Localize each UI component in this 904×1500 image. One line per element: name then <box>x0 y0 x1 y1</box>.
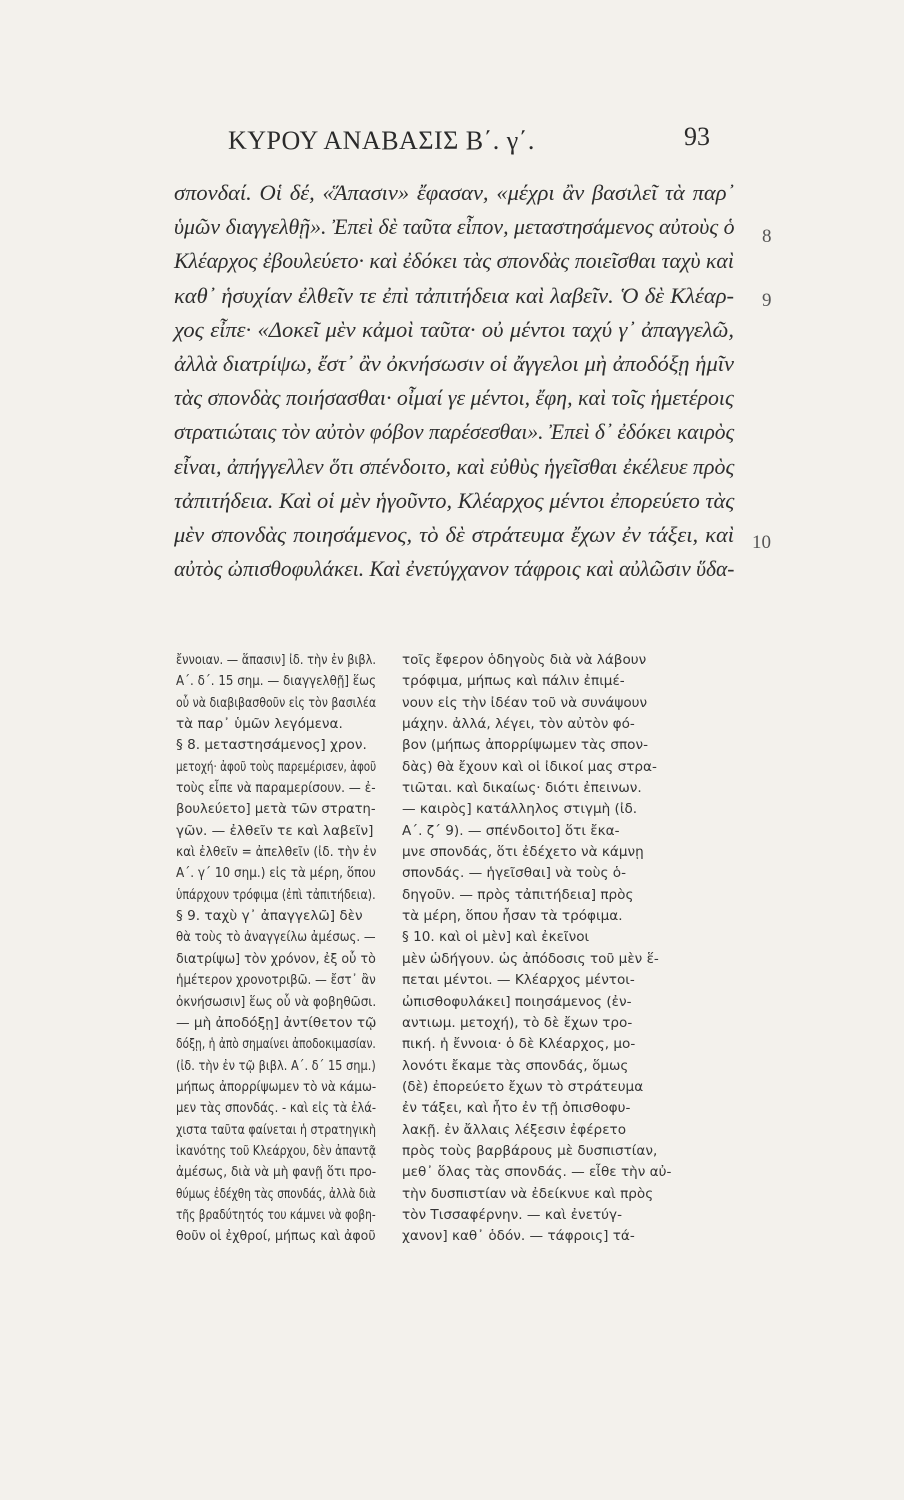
commentary-line: αντιωμ. μετοχή), τὸ δὲ ἔχων τρο- <box>402 1014 633 1031</box>
commentary-line: τοῖς ἔφερον ὁδηγοὺς διὰ νὰ λάβουν <box>402 652 647 668</box>
commentary-line: μετοχή· ἀφοῦ τοὺς παρεμέρισεν, ἀφοῦ <box>176 758 377 775</box>
commentary-line: μνε σπονδάς, ὅτι ἐδέχετο νὰ κάμνῃ <box>402 844 644 861</box>
commentary-line: § 10. καὶ οἱ μὲν] καὶ ἐκεῖνοι <box>402 929 590 946</box>
commentary-line: Α΄. ζ΄ 9). — σπένδοιτο] ὅτι ἔκα- <box>402 822 620 839</box>
page-header <box>0 118 904 162</box>
commentary-line: — καιρὸς] κατάλληλος στιγμὴ (ἰδ. <box>402 801 638 818</box>
commentary-line: μάχην. ἀλλά, λέγει, τὸν αὐτὸν φό- <box>402 716 635 733</box>
commentary-line: (ἰδ. τὴν ἐν τῷ βιβλ. Α΄. δ΄ 15 σημ.) <box>176 1057 376 1074</box>
commentary-line: ἐν τάξει, καὶ ἦτο ἐν τῇ ὀπισθοφυ- <box>402 1100 631 1117</box>
commentary-line: διατρίψω] τὸν χρόνον, ἐξ οὗ τὸ <box>176 950 376 967</box>
commentary-line: δηγοῦν. — πρὸς τἀπιτήδεια] πρὸς <box>402 886 634 903</box>
commentary-line: Α΄. γ΄ 10 σημ.) εἰς τὰ μέρη, ὅπου <box>176 865 376 882</box>
commentary-right-column <box>402 650 730 1248</box>
commentary-line: θοῦν οἱ ἐχθροί, μήπως καὶ ἀφοῦ <box>176 1228 376 1245</box>
commentary-line: ἱκανότης τοῦ Κλεάρχου, δὲν ἀπαντᾷ <box>176 1142 377 1159</box>
commentary-line: δόξῃ, ἡ ἀπὸ σημαίνει ἀποδοκιμασίαν. <box>176 1036 376 1053</box>
commentary-line: σπονδάς. — ἡγεῖσθαι] νὰ τοὺς ὁ- <box>402 865 627 882</box>
main-text-line: Κλέαρχος ἐβουλεύετο· καὶ ἐδόκει τὰς σπονδὰς ποιεῖσθαι ταχὺ καὶ <box>174 248 734 274</box>
commentary-line: δὰς) θὰ ἔχουν καὶ οἱ ἰδικοί μας στρα- <box>402 758 657 775</box>
commentary-line: μήπως ἀπορρίψωμεν τὸ νὰ κάμω- <box>176 1078 377 1095</box>
commentary-line: τὰ παρ᾽ ὑμῶν λεγόμενα. <box>176 716 343 733</box>
main-text-line: στρατιώταις τὸν αὐτὸν φόβον παρέσεσθαι». Ἐπεὶ δ᾽ ἐδόκει καιρὸς <box>174 419 735 445</box>
commentary-line: τὰ μέρη, ὅπου ἦσαν τὰ τρόφιμα. <box>402 908 623 925</box>
commentary-line: Α΄. δ΄. 15 σημ. — διαγγελθῇ] ἕως <box>176 673 377 690</box>
commentary-line: θὰ τοὺς τὸ ἀναγγείλω ἀμέσως. — <box>176 929 376 946</box>
commentary-line: χανον] καθ᾽ ὁδόν. — τάφροις] τά- <box>402 1228 635 1245</box>
main-text-line: ὑμῶν διαγγελθῇ». Ἐπεὶ δὲ ταῦτα εἶπον, μεταστησάμενος αὐτοὺς ὁ <box>174 214 735 240</box>
commentary-line: ὀκνήσωσιν] ἕως οὗ νὰ φοβηθῶσι. <box>176 993 377 1010</box>
commentary-line: βον (μήπως ἀπορρίψωμεν τὰς σπον- <box>402 737 648 754</box>
commentary-left-column <box>176 650 376 1248</box>
section-number-8: 8 <box>762 226 772 247</box>
commentary-line: § 8. μεταστησάμενος] χρον. <box>176 737 367 754</box>
commentary-line: ὑπάρχουν τρόφιμα (ἐπὶ τἀπιτήδεια). <box>176 886 376 903</box>
commentary-line: μὲν ὡδήγουν. ὡς ἀπόδοσις τοῦ μὲν ἕ- <box>402 950 659 967</box>
section-number-10: 10 <box>752 532 771 553</box>
commentary-line: καὶ ἐλθεῖν = ἀπελθεῖν (ἰδ. τὴν ἐν <box>176 844 377 861</box>
commentary-line: μεθ᾽ ὅλας τὰς σπονδάς. — εἶθε τὴν αὐ- <box>402 1164 672 1181</box>
main-text-line: σπονδαί. Οἱ δέ, «Ἅπασιν» ἔφασαν, «μέχρι ἂν βασιλεῖ τὰ παρ᾽ <box>174 180 734 205</box>
main-text-line: μὲν σπονδὰς ποιησάμενος, τὸ δὲ στράτευμα ἔχων ἐν τάξει, καὶ <box>174 521 734 547</box>
main-greek-text <box>174 176 734 586</box>
commentary-line: γῶν. — ἐλθεῖν τε καὶ λαβεῖν] <box>176 822 374 839</box>
commentary-line: τὸν Τισσαφέρνην. — καὶ ἐνετύγ- <box>402 1206 622 1223</box>
commentary-line: οὗ νὰ διαβιβασθοῦν εἰς τὸν βασιλέα <box>176 694 377 711</box>
commentary-line: βουλεύετο] μετὰ τῶν στρατη- <box>176 801 376 818</box>
running-title: ΚΥΡΟΥ ΑΝΑΒΑΣΙΣ Β΄. γ΄. <box>228 126 535 155</box>
commentary-line: § 9. ταχὺ γ᾽ ἀπαγγελῶ] δὲν <box>176 908 363 925</box>
commentary-line: νουν εἰς τὴν ἰδέαν τοῦ νὰ συνάψουν <box>402 694 648 711</box>
commentary-line: (δὲ) ἐπορεύετο ἔχων τὸ στράτευμα <box>402 1078 644 1095</box>
section-number-9: 9 <box>762 290 772 311</box>
commentary-line: ἀμέσως, διὰ νὰ μὴ φανῇ ὅτι προ- <box>176 1164 377 1181</box>
main-text-line: αὐτὸς ὠπισθοφυλάκει. Καὶ ἐνετύγχανον τάφροις καὶ αὐλῶσιν ὕδα- <box>174 556 735 582</box>
commentary-line: πεται μέντοι. — Κλέαρχος μέντοι- <box>402 972 635 989</box>
commentary-line: τρόφιμα, μήπως καὶ πάλιν ἐπιμέ- <box>402 673 625 690</box>
main-text-line: τἀπιτήδεια. Καὶ οἱ μὲν ἡγοῦντο, Κλέαρχος μέντοι ἐπορεύετο τὰς <box>174 487 735 513</box>
commentary-line: — μὴ ἀποδόξῃ] ἀντίθετον τῷ <box>176 1014 377 1031</box>
commentary-line: λακῇ. ἐν ἄλλαις λέξεσιν ἐφέρετο <box>402 1121 627 1138</box>
commentary-line: τὴν δυσπιστίαν νὰ ἐδείκνυε καὶ πρὸς <box>402 1185 654 1202</box>
page-number: 93 <box>684 122 710 151</box>
commentary-line: ὠπισθοφυλάκει] ποιησάμενος (ἐν- <box>402 993 632 1010</box>
commentary-line: πική. ἡ ἔννοια· ὁ δὲ Κλέαρχος, μο- <box>402 1036 636 1053</box>
main-text-line: καθ᾽ ἡσυχίαν ἐλθεῖν τε ἐπὶ τἀπιτήδεια καὶ λαβεῖν. Ὁ δὲ Κλέαρ- <box>174 282 734 308</box>
commentary-line: ἔννοιαν. — ἅπασιν] ἰδ. τὴν ἐν βιβλ. <box>176 652 377 668</box>
commentary-line: τιῶται. καὶ δικαίως· διότι ἐπεινων. <box>402 780 642 797</box>
commentary-line: ἡμέτερον χρονοτριβῶ. — ἔστ᾽ ἂν <box>176 972 376 989</box>
commentary-line: θύμως ἐδέχθη τὰς σπονδάς, ἀλλὰ διὰ <box>176 1185 376 1202</box>
commentary-line: χιστα ταῦτα φαίνεται ἡ στρατηγικὴ <box>176 1121 376 1138</box>
main-text-line: τὰς σπονδὰς ποιήσασθαι· οἶμαί γε μέντοι, ἔφη, καὶ τοῖς ἡμετέροις <box>174 385 734 411</box>
commentary-line: τῆς βραδύτητός του κάμνει νὰ φοβη- <box>176 1206 376 1223</box>
main-text-line: εἶναι, ἀπήγγελλεν ὅτι σπένδοιτο, καὶ εὐθὺς ἡγεῖσθαι ἐκέλευε πρὸς <box>174 453 735 479</box>
main-text-line: χος εἶπε· «Δοκεῖ μὲν κἀμοὶ ταῦτα· οὐ μέντοι ταχύ γ᾽ ἀπαγγελῶ, <box>174 316 734 342</box>
main-text-line: ἀλλὰ διατρίψω, ἔστ᾽ ἂν ὀκνήσωσιν οἱ ἄγγελοι μὴ ἀποδόξῃ ἡμῖν <box>174 350 734 376</box>
commentary-line: λονότι ἔκαμε τὰς σπονδάς, ὅμως <box>402 1057 629 1074</box>
commentary-line: μεν τὰς σπονδάς. - καὶ εἰς τὰ ἐλά- <box>176 1100 377 1117</box>
commentary-line: πρὸς τοὺς βαρβάρους μὲ δυσπιστίαν, <box>402 1142 658 1159</box>
commentary-line: τοὺς εἶπε νὰ παραμερίσουν. — ἐ- <box>176 780 376 797</box>
